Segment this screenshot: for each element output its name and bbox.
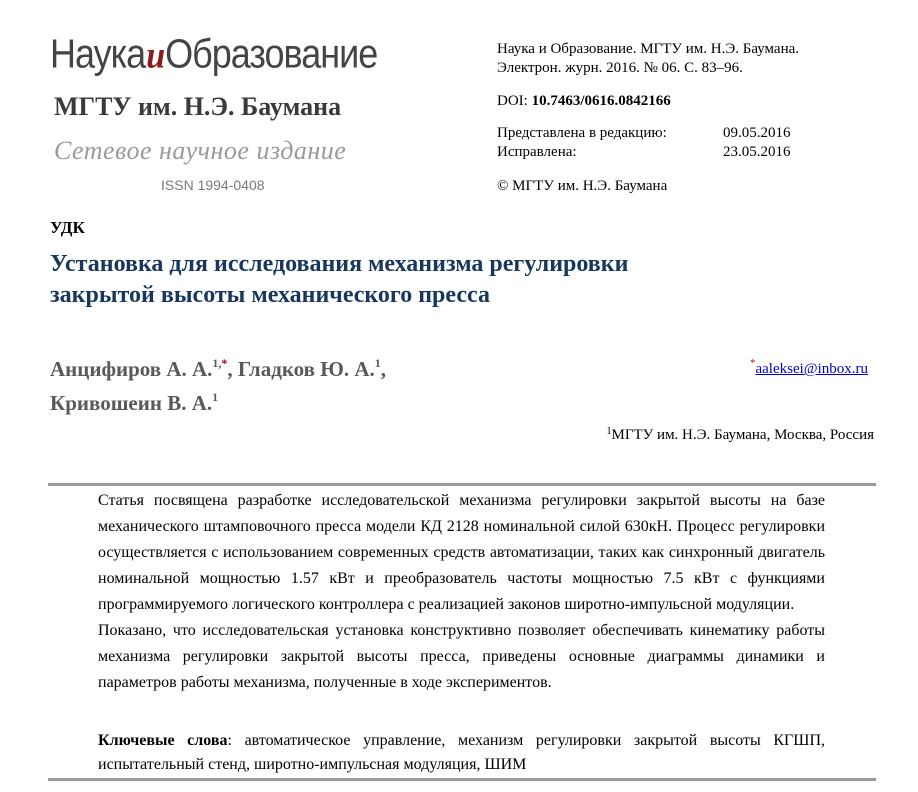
logo-issn: ISSN 1994-0408 [161,177,265,193]
doi-line [497,92,671,111]
revised-date: 23.05.2016 [723,144,791,160]
journal-citation-line2: Электрон. журн. 2016. № 06. С. 83–96. [497,60,743,76]
doi-label: DOI: [497,93,528,109]
abstract-paragraph-1: Статья посвящена разработке исследовательской механизма регулировки закрытой высоты на базе механического штамповочного пресса модели КД 2128 номинальной силой 630кН. Процесс регулировки осуществляется с использованием современных средств автоматизации, таких как синхронный двигатель номинальной мощностью 1.57 кВт и преобразователь частоты мощностью 7.5 кВт с функциями программируемого логического контроллера с реализацией законов широтно-импульсной модуляции. [98,492,825,613]
logo-ampersand: и [146,35,165,77]
author-line-2 [50,386,386,420]
affiliation [607,426,875,444]
article-title: Установка для исследования механизма регулировки закрытой высоты механического пресса [50,251,629,308]
logo-subtitle: МГТУ им. Н.Э. Баумана [54,92,342,121]
submitted-date: 09.05.2016 [723,125,791,141]
copyright: © МГТУ им. Н.Э. Баумана [497,178,668,194]
keywords-text: : автоматическое управление, механизм регулировки закрытой высоты КГШП, испытательный стенд, широтно-импульсная модуляция, ШИМ [98,732,826,773]
corresponding-star: * [221,356,228,370]
logo-word-nauka: Наука [50,30,146,77]
doi-value: 10.7463/0616.0842166 [531,93,671,109]
author-list [50,352,386,420]
logo-word-obrazovanie: Образование [165,30,378,77]
abstract-bottom-rule [48,778,876,781]
affiliation-mark: 1 [606,426,612,437]
revised-label: Исправлена: [497,144,577,160]
abstract [98,488,825,696]
journal-citation-line1: Наука и Образование. МГТУ им. Н.Э. Баумана. [497,41,800,57]
author-email [750,357,868,378]
keywords-label: Ключевые слова [98,732,228,749]
affiliation-text: МГТУ им. Н.Э. Баумана, Москва, Россия [611,427,874,443]
journal-logo [50,30,378,77]
author-affiliation-mark: 1,* [212,356,228,370]
logo-network-label: Сетевое научное издание [54,136,347,165]
abstract-top-rule [48,483,876,486]
email-link[interactable]: aaleksei@inbox.ru [755,361,868,377]
author-line-1: Анцифиров А. А.$^{1,*}$, Гладков Ю. А.$^1$, [50,356,387,381]
abstract-paragraph-2: Показано, что исследовательская установка конструктивно позволяет обеспечивать кинематику работы механизма регулировки закрытой высоты пресса, приведены основные диаграммы динамики и параметров работы механизма, полученные в ходе экспериментов. [98,622,825,691]
author-affiliation-mark: 1 [374,356,381,370]
author-name: Анцифиров А. А. [50,357,213,381]
author-name: Кривошеин В. А. [50,391,213,415]
udk-label: УДК [50,218,85,237]
author-affiliation-mark: 1 [212,390,219,404]
email-star: * [749,357,756,369]
submitted-label: Представлена в редакцию: [497,125,667,141]
keywords [98,729,825,777]
author-name: Гладков Ю. А. [237,357,375,381]
